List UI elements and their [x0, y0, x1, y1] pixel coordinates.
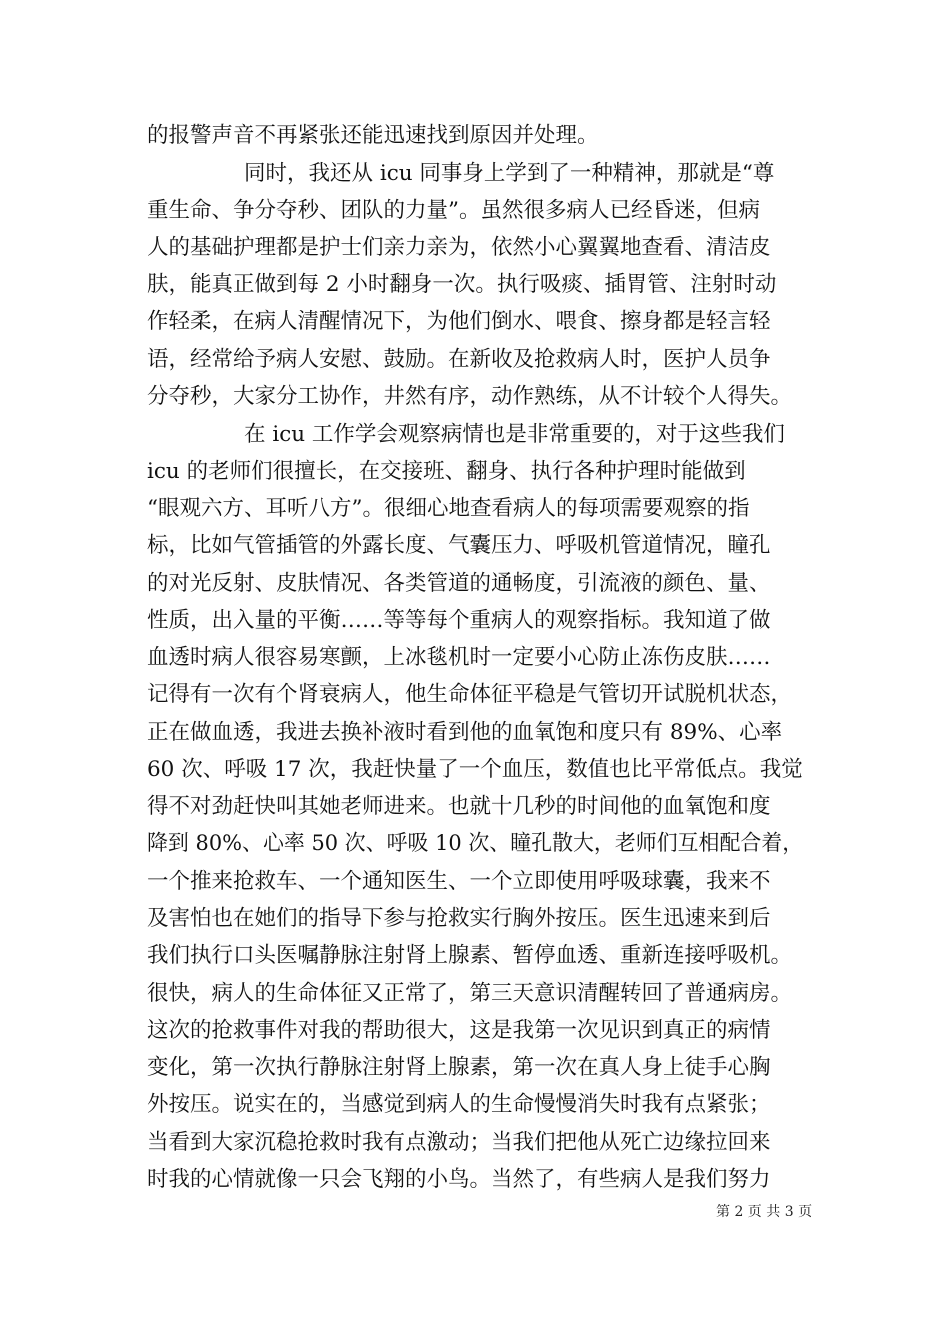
text-line: 血透时病人很容易寒颤，上冰毯机时一定要小心防止冻伤皮肤……	[147, 645, 771, 670]
text-line: 一个推来抢救车、一个通知医生、一个立即使用呼吸球囊，我来不	[147, 869, 771, 894]
text-line: 记得有一次有个肾衰病人，他生命体征平稳是气管切开试脱机状态，	[147, 682, 793, 707]
text-line: 分夺秒，大家分工协作，井然有序，动作熟练，从不计较个人得失。	[147, 384, 793, 409]
text-line: 降到 80%、心率 50 次、呼吸 10 次、瞳孔散大，老师们互相配合着，	[147, 831, 804, 856]
text-line: 性质，出入量的平衡……等等每个重病人的观察指标。我知道了做	[147, 608, 771, 633]
text-line: 得不对劲赶快叫其她老师进来。也就十几秒的时间他的血氧饱和度	[147, 794, 771, 819]
text-line: 作轻柔，在病人清醒情况下，为他们倒水、喂食、擦身都是轻言轻	[147, 309, 771, 334]
text-line: 很快，病人的生命体征又正常了，第三天意识清醒转回了普通病房。	[147, 981, 793, 1006]
text-line: 我们执行口头医嘱静脉注射肾上腺素、暂停血透、重新连接呼吸机。	[147, 943, 793, 968]
text-line: 人的基础护理都是护士们亲力亲为，依然小心翼翼地查看、清洁皮	[147, 235, 771, 260]
text-line: 语，经常给予病人安慰、鼓励。在新收及抢救病人时，医护人员争	[147, 347, 771, 372]
text-line: 重生命、争分夺秒、团队的力量”。虽然很多病人已经昏迷，但病	[147, 198, 760, 223]
text-line: “眼观六方、耳听八方”。很细心地查看病人的每项需要观察的指	[147, 496, 750, 521]
text-line: 60 次、呼吸 17 次，我赶快量了一个血压，数值也比平常低点。我觉	[147, 757, 803, 782]
text-line: 正在做血透，我进去换补液时看到他的血氧饱和度只有 89%、心率	[147, 720, 783, 745]
text-line: 当看到大家沉稳抢救时我有点激动；当我们把他从死亡边缘拉回来	[147, 1130, 771, 1155]
text-line: 标，比如气管插管的外露长度、气囊压力、呼吸机管道情况，瞳孔	[147, 533, 771, 558]
text-line: 肤，能真正做到每 2 小时翻身一次。执行吸痰、插胃管、注射时动	[147, 272, 777, 297]
text-line: 的对光反射、皮肤情况、各类管道的通畅度，引流液的颜色、量、	[147, 571, 771, 596]
text-line: 变化，第一次执行静脉注射肾上腺素，第一次在真人身上徒手心胸	[147, 1055, 771, 1080]
text-line: 及害怕也在她们的指导下参与抢救实行胸外按压。医生迅速来到后	[147, 906, 771, 931]
text-line: 在 icu 工作学会观察病情也是非常重要的，对于这些我们	[244, 422, 785, 447]
text-line: 时我的心情就像一只会飞翔的小鸟。当然了，有些病人是我们努力	[147, 1167, 771, 1192]
text-line: 这次的抢救事件对我的帮助很大，这是我第一次见识到真正的病情	[147, 1018, 771, 1043]
text-line: 的报警声音不再紧张还能迅速找到原因并处理。	[147, 123, 599, 148]
page-number-footer: 第 2 页 共 3 页	[716, 1204, 813, 1220]
text-line: 同时，我还从 icu 同事身上学到了一种精神，那就是“尊	[244, 161, 775, 186]
text-line: icu 的老师们很擅长，在交接班、翻身、执行各种护理时能做到	[147, 459, 746, 484]
text-line: 外按压。说实在的，当感觉到病人的生命慢慢消失时我有点紧张；	[147, 1092, 771, 1117]
